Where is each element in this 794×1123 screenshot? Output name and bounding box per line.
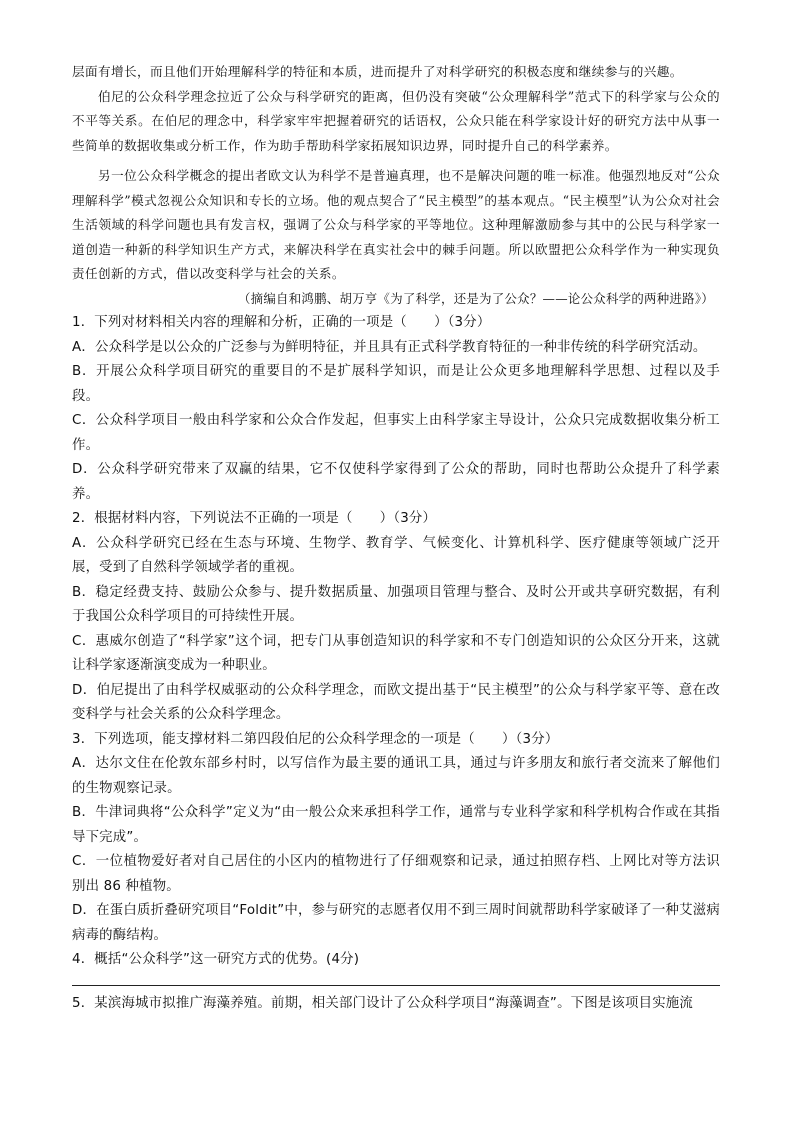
reading-passage [72,60,720,311]
option-b: B．牛津词典将“公众科学”定义为“由一般公众来承担科学工作，通常与专业科学家和科学机构合作或在其指导下完成”。 [72,805,720,845]
answer-line [72,977,720,986]
question-stem: 5．某滨海城市拟推广海藻养殖。前期，相关部门设计了公众科学项目“海藻调查”。下图是该项目实施流 [72,995,693,1011]
passage-citation: （摘编自和鸿鹏、胡万亨《为了科学，还是为了公众？——论公众科学的两种进路》） [237,290,714,306]
question-4 [72,948,720,986]
option-c: C．公众科学项目一般由科学家和公众合作发起，但事实上由科学家主导设计，公众只完成数据收集分析工作。 [72,413,720,453]
passage-paragraph-3: 另一位公众科学概念的提出者欧文认为科学不是普遍真理，也不是解决问题的唯一标准。他强烈地反对“公众理解科学”模式忽视公众知识和专长的立场。他的观点契合了“民主模型”的基本观点。“民主模型”认为公众对社会生活领域的科学问题也具有发言权，强调了公众与科学家的平等地位。这种理解激励参与其中的公民与科学家一道创造一种新的科学知识生产方式，来解决科学在真实社会中的棘手问题。所以欧盟把公众科学作为一种实现负责任创新的方式，借以改变科学与社会的关系。 [72,168,720,281]
option-d: D．公众科学研究带来了双赢的结果，它不仅使科学家得到了公众的帮助，同时也帮助公众提升了科学素养。 [72,462,720,502]
question-stem: 4．概括“公众科学”这一研究方式的优势。(4分) [72,952,360,967]
passage-paragraph-2: 伯尼的公众科学理念拉近了公众与科学研究的距离，但仍没有突破“公众理解科学”范式下的科学家与公众的不平等关系。在伯尼的理念中，科学家牢牢把握着研究的话语权，公众只能在科学家设计好的研究方法中从事一些简单的数据收集或分析工作，作为助手帮助科学家拓展知识边界，同时提升自己的科学素养。 [72,88,720,153]
question-stem: 1．下列对材料相关内容的理解和分析，正确的一项是（ ）（3分） [72,315,491,330]
passage-paragraph-1: 层面有增长，而且他们开始理解科学的特征和本质，进而提升了对科学研究的积极态度和继续参与的兴趣。 [72,64,683,79]
option-d: D．伯尼提出了由科学权威驱动的公众科学理念，而欧文提出基于“民主模型”的公众与科学家平等、意在改变科学与社会关系的公众科学理念。 [72,682,720,722]
option-a: A．公众科学是以公众的广泛参与为鲜明特征，并且具有正式科学教育特征的一种非传统的科学研究活动。 [72,339,707,355]
option-b: B．稳定经费支持、鼓励公众参与、提升数据质量、加强项目管理与整合、及时公开或共享研究数据，有利于我国公众科学项目的可持续性开展。 [72,584,720,624]
option-b: B．开展公众科学项目研究的重要目的不是扩展科学知识，而是让公众更多地理解科学思想、过程以及手段。 [72,364,720,404]
option-c: C．一位植物爱好者对自己居住的小区内的植物进行了仔细观察和记录，通过拍照存档、上网比对等方法识别出 86 种植物。 [72,854,720,894]
option-a: A．达尔文住在伦敦东部乡村时，以写信作为最主要的通讯工具，通过与许多朋友和旅行者交流来了解他们的生物观察记录。 [72,756,720,796]
option-c: C．惠威尔创造了“科学家”这个词，把专门从事创造知识的科学家和不专门创造知识的公众区分开来，这就让科学家逐渐演变成为一种职业。 [72,633,720,673]
option-d: D．在蛋白质折叠研究项目“Foldit”中，参与研究的志愿者仅用不到三周时间就帮助科学家破译了一种艾滋病病毒的酶结构。 [72,903,720,943]
question-stem: 2．根据材料内容，下列说法不正确的一项是（ ）（3分） [72,511,437,526]
question-3 [72,728,720,949]
question-2 [72,507,720,728]
question-5 [72,992,720,1017]
question-stem: 3．下列选项，能支撑材料二第四段伯尼的公众科学理念的一项是（ ）（3分） [72,731,559,747]
question-1 [72,311,720,507]
option-a: A．公众科学研究已经在生态与环境、生物学、教育学、气候变化、计算机科学、医疗健康等领域广泛开展，受到了自然科学领域学者的重视。 [72,535,720,575]
